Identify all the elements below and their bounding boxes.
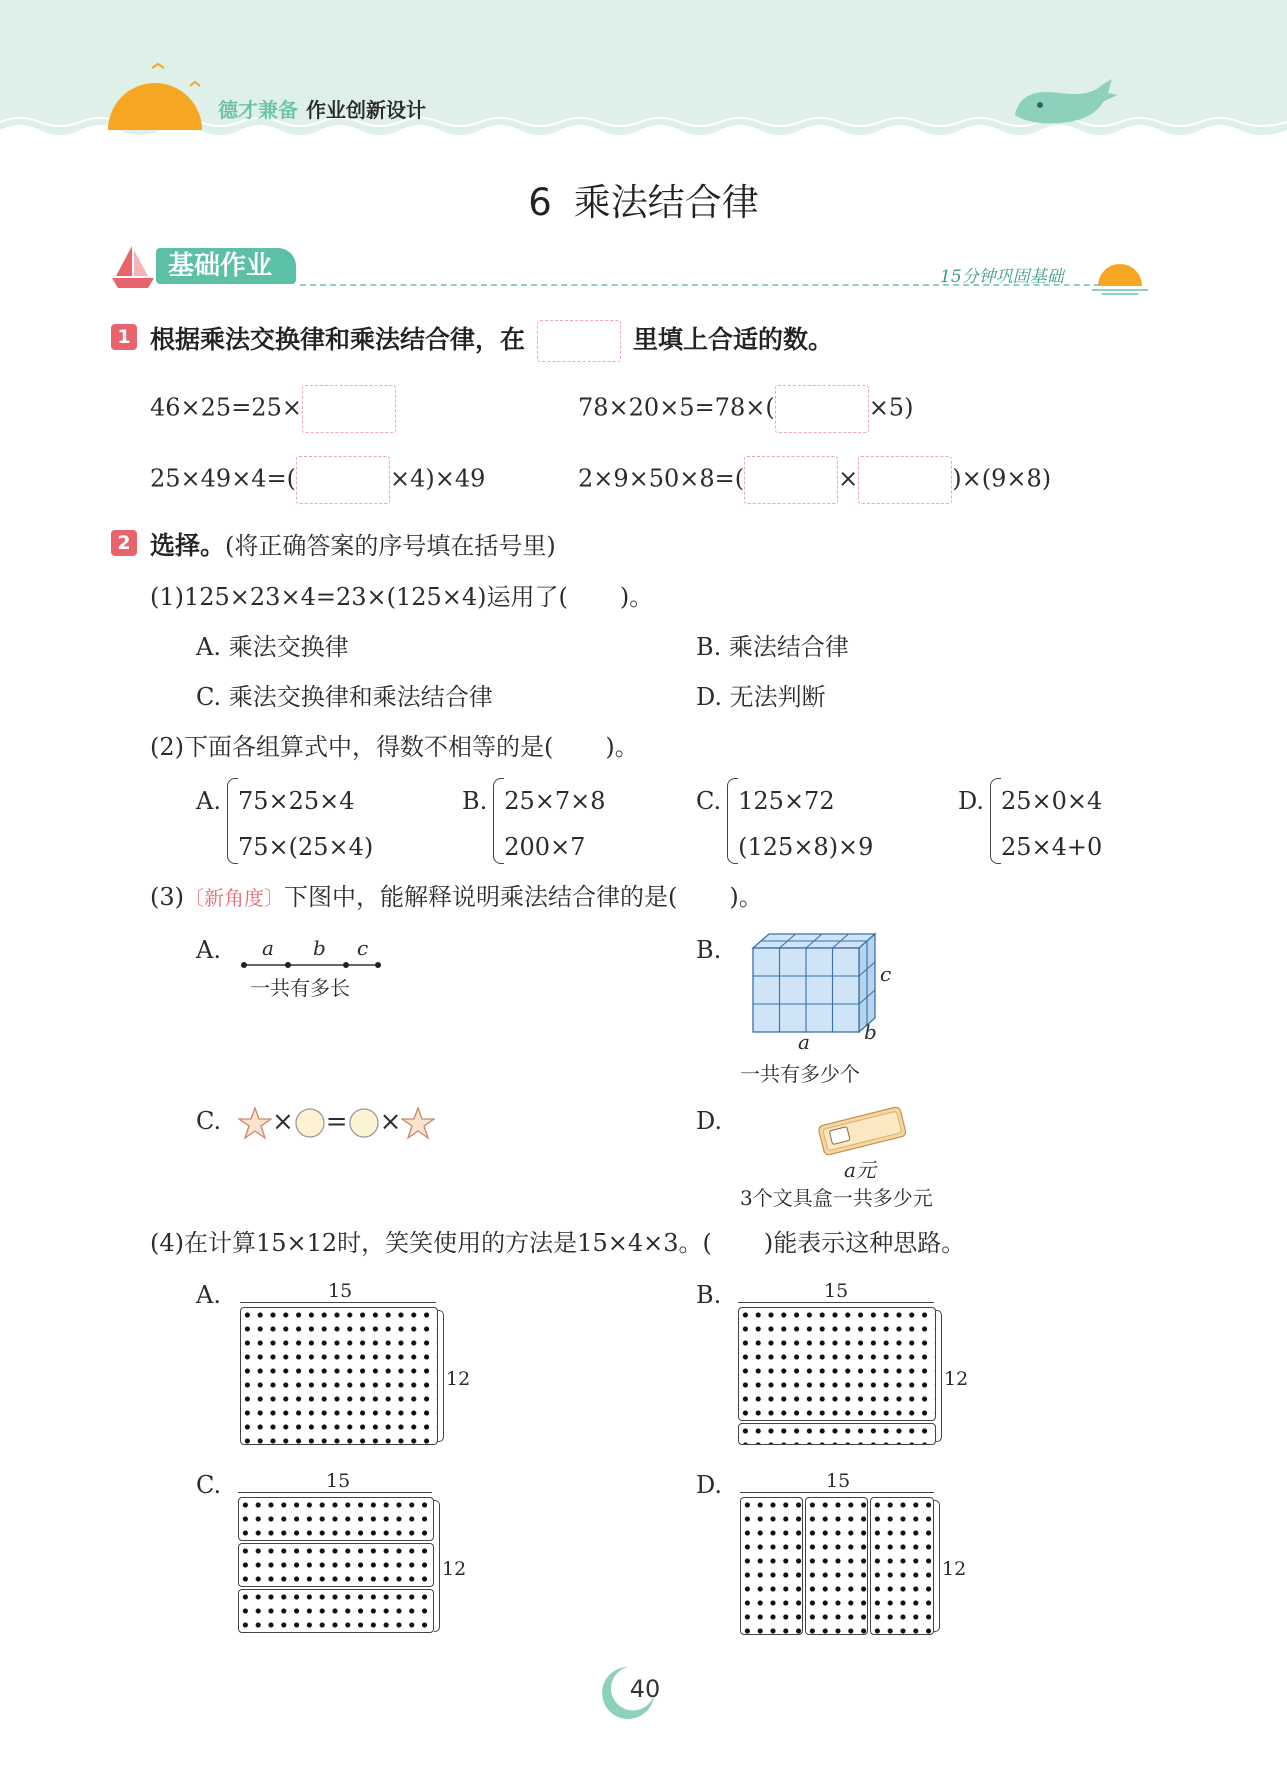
q1-expr: ×5) (868, 393, 914, 422)
p4-option-d-label[interactable]: D. (696, 1471, 723, 1499)
expr: 125×72 (738, 787, 835, 815)
side-bracket (434, 1500, 440, 1632)
option-label: C. (696, 787, 722, 815)
cube-a-label: a (798, 1030, 810, 1054)
p4-option-c-label[interactable]: C. (196, 1471, 222, 1499)
p4-option-a-label[interactable]: A. (196, 1281, 221, 1309)
answer-blank[interactable] (568, 582, 620, 612)
star-icon (238, 1106, 272, 1140)
p3-stem-b: 下图中，能解释说明乘法结合律的是( (284, 883, 678, 911)
brace (990, 778, 1001, 864)
brand (218, 94, 426, 123)
dot-array (240, 1307, 438, 1445)
option-label: D. (958, 787, 985, 815)
dot-array-row-2 (238, 1543, 434, 1587)
q1-expr: 78×20×5=78×( (578, 393, 775, 422)
side-count: 12 (942, 1558, 967, 1580)
p2-option-b[interactable] (462, 778, 606, 870)
symbol-equation (238, 1104, 435, 1140)
times-sign: × (272, 1107, 294, 1137)
seg-c-label: c (357, 936, 369, 960)
whale-icon (1010, 75, 1120, 135)
lesson-title: 乘法结合律 (573, 181, 759, 224)
p4-option-b-label[interactable]: B. (696, 1281, 722, 1309)
price-label: a元 (844, 1158, 876, 1182)
option-label: A. (196, 787, 221, 815)
brace (227, 778, 238, 864)
q2-badge: 2 (111, 530, 137, 556)
p1-option-d[interactable]: D. 无法判断 (696, 683, 826, 711)
p1-stem (150, 582, 653, 612)
expr: 25×4+0 (1001, 833, 1103, 861)
answer-blank[interactable] (553, 732, 605, 762)
times-sign: × (379, 1107, 402, 1137)
side-count: 12 (944, 1368, 969, 1390)
option-a-caption: 一共有多长 (250, 976, 350, 1000)
q2-title-main: 选择。 (150, 531, 226, 560)
star-icon (401, 1106, 435, 1140)
lesson-number: 6 (528, 181, 552, 224)
p2-stem-a: (2)下面各组算式中，得数不相等的是( (150, 733, 554, 761)
answer-box[interactable] (858, 456, 952, 504)
p1-option-a[interactable]: A. 乘法交换律 (196, 633, 349, 661)
q1-prompt-b: 里填上合适的数。 (633, 325, 834, 354)
q1-row2-left (150, 456, 485, 504)
answer-box[interactable] (296, 456, 390, 504)
q1-prompt (150, 320, 833, 362)
q1-expr: )×(9×8) (952, 464, 1052, 493)
dot-array-top (738, 1307, 936, 1421)
top-bracket (740, 1492, 934, 1493)
top-count: 15 (326, 1470, 351, 1492)
q1-expr: 25×49×4=( (150, 464, 297, 493)
new-angle-tag: 〔新角度〕 (184, 886, 284, 910)
small-sun-icon (1092, 252, 1152, 296)
expr: 75×(25×4) (237, 833, 374, 861)
side-count: 12 (446, 1368, 471, 1390)
p3-option-c-label[interactable]: C. (196, 1107, 222, 1135)
p3-stem (150, 882, 763, 913)
brand-dark: 作业创新设计 (306, 98, 426, 122)
expr: 75×25×4 (237, 787, 355, 815)
q1-expr: 2×9×50×8=( (578, 464, 745, 493)
option-d-caption: 3个文具盒一共多少元 (740, 1186, 933, 1210)
cube-b-label: b (864, 1020, 877, 1044)
pencil-box-icon (812, 1100, 912, 1160)
p1-stem-a: (1)125×23×4=23×(125×4)运用了( (150, 583, 568, 611)
p3-stem-a: (3) (150, 883, 184, 911)
top-count: 15 (826, 1470, 851, 1492)
sample-box (537, 320, 621, 362)
brace (493, 778, 504, 864)
dot-array-col-2 (805, 1497, 868, 1635)
sun-icon (100, 60, 210, 130)
p3-stem-c: )。 (729, 883, 763, 911)
top-count: 15 (824, 1280, 849, 1302)
p2-stem-b: )。 (605, 733, 639, 761)
q1-expr: 46×25=25× (150, 393, 302, 422)
p4-stem-a: (4)在计算15×12时，笑笑使用的方法是15×4×3。( (150, 1229, 712, 1257)
option-b-caption: 一共有多少个 (740, 1062, 860, 1086)
q1-badge: 1 (111, 324, 137, 350)
circle-icon (294, 1107, 326, 1139)
p3-option-d-label[interactable]: D. (696, 1107, 723, 1135)
p2-option-a[interactable] (196, 778, 373, 870)
answer-box[interactable] (302, 385, 396, 433)
side-bracket (936, 1310, 942, 1442)
equals-sign: = (325, 1107, 348, 1137)
q1-row1-left (150, 385, 396, 433)
section-banner: 基础作业 (156, 248, 296, 284)
expr: 25×7×8 (504, 787, 606, 815)
top-count: 15 (328, 1280, 353, 1302)
q2-title (150, 526, 556, 562)
p2-stem (150, 732, 639, 762)
q1-expr: × (838, 464, 859, 493)
q1-expr: ×4)×49 (390, 464, 486, 493)
answer-blank[interactable] (677, 882, 729, 912)
p4-stem (150, 1228, 965, 1258)
p3-option-b-label[interactable]: B. (696, 936, 722, 964)
cube-c-label: c (880, 962, 892, 986)
q1-row1-right (578, 385, 913, 433)
seg-b-label: b (313, 936, 326, 960)
page-title (0, 172, 1287, 226)
answer-box[interactable] (775, 385, 869, 433)
p4-stem-b: )能表示这种思路。 (763, 1229, 966, 1257)
p2-option-c[interactable] (696, 778, 873, 870)
dot-array-row-1 (238, 1497, 434, 1541)
option-label: B. (462, 787, 488, 815)
p1-option-c[interactable]: C. 乘法交换律和乘法结合律 (196, 683, 493, 711)
p2-option-d[interactable] (958, 778, 1102, 870)
top-bracket (738, 1302, 934, 1303)
answer-blank[interactable] (712, 1228, 764, 1258)
dot-array-col-3 (870, 1497, 934, 1635)
page-number: 40 (629, 1675, 661, 1703)
p1-option-b[interactable]: B. 乘法结合律 (696, 633, 849, 661)
dot-array-col-1 (740, 1497, 803, 1635)
side-bracket (438, 1310, 444, 1442)
expr: 200×7 (504, 833, 586, 861)
q1-row2-right (578, 456, 1051, 504)
time-note: 15分钟巩固基础 (940, 267, 1064, 287)
sailboat-icon (110, 242, 158, 290)
side-count: 12 (442, 1558, 467, 1580)
top-bracket (238, 1492, 432, 1493)
brand-green: 德才兼备 (218, 98, 298, 122)
expr: (125×8)×9 (738, 833, 874, 861)
top-bracket (240, 1302, 436, 1303)
q2-title-note: (将正确答案的序号填在括号里) (225, 532, 556, 560)
brace (727, 778, 738, 864)
seg-a-label: a (262, 936, 274, 960)
dot-array-row-3 (238, 1589, 434, 1633)
p1-stem-b: )。 (619, 583, 654, 611)
answer-box[interactable] (744, 456, 838, 504)
circle-icon (348, 1107, 380, 1139)
side-bracket (934, 1500, 940, 1632)
expr: 25×0×4 (1001, 787, 1103, 815)
q1-prompt-a: 根据乘法交换律和乘法结合律，在 (150, 325, 526, 354)
p3-option-a-label[interactable]: A. (196, 936, 221, 964)
dot-array-bottom (738, 1423, 936, 1445)
